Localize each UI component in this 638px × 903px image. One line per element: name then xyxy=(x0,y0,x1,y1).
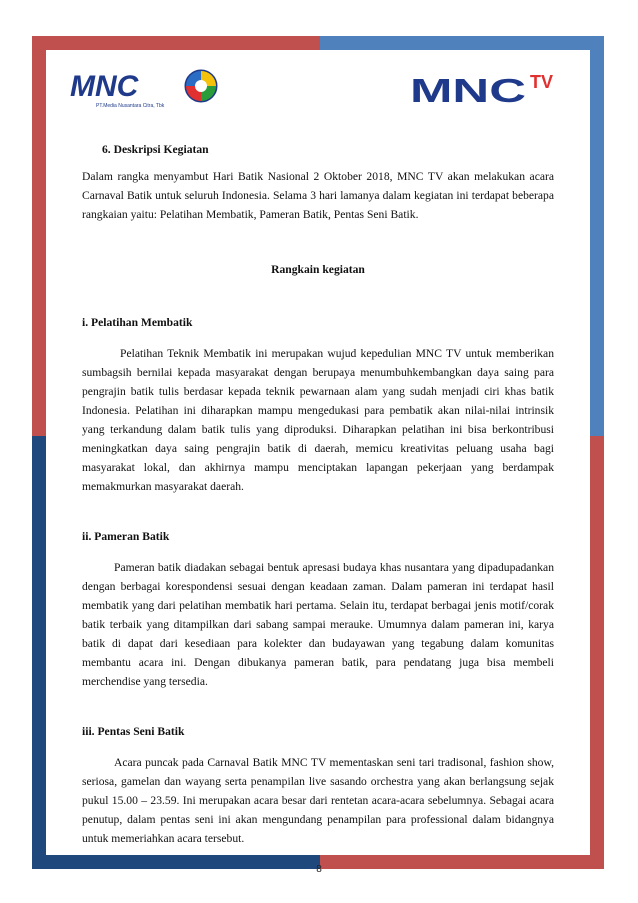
center-heading: Rangkain kegiatan xyxy=(271,263,365,276)
mnctv-logo-text: MNC xyxy=(410,72,526,106)
mnc-logo xyxy=(68,62,218,110)
section-body-pameran: Pameran batik diadakan sebagai bentuk apresasi budaya khas nusantara yang dipadupadankan dengan berbagai korespondensi sesuai dengan keadaan zaman. Dalam pameran ini terdapat hasil membatik yang dari pelatihan membatik hari pertama. Selain itu, terdapat berbagai jenis motif/corak batik terbaik yang ditampilkan dari sabang sampai merauke. Umumnya dalam pameran ini, karya batik di dapat dari kesediaan para kolekter dan budayawan yang tegabung dalam komunitas membantu acara ini. Dengan dibukanya pameran batik, para pendatang juga bisa membeli merchendise yang tersedia. xyxy=(82,561,554,688)
mnc-logo-tagline: PT.Media Nusantara Citra, Tbk xyxy=(96,103,165,109)
frame-right-bottom xyxy=(590,436,604,869)
frame-left-bottom xyxy=(32,436,46,869)
section-body-pentas: Acara puncak pada Carnaval Batik MNC TV mementaskan seni tari tradisonal, fashion show, seriosa, gamelan dan wayang serta penampilan live sasando orchestra yang akan berlangsung sejak pukul 15.00 – 23.59. Ini merupakan acara besar dari rentetan acara-acara sebelumnya. Sebagai acara penutup, dalam pentas seni ini akan mengundang penampilan para professional dalam bidangnya untuk memeriahkan acara tersebut. xyxy=(82,756,554,845)
intro-paragraph: Dalam rangka menyambut Hari Batik Nasional 2 Oktober 2018, MNC TV akan melakukan acara Carnaval Batik untuk seluruh Indonesia. Selama 3 hari lamanya dalam kegiatan ini terdapat beberapa rangkaian yaitu: Pelatihan Membatik, Pameran Batik, Pentas Seni Batik. xyxy=(82,170,554,221)
page-number: 8 xyxy=(316,864,322,875)
section-heading: 6. Deskripsi Kegiatan xyxy=(102,143,209,156)
frame-top-left xyxy=(32,36,320,50)
mnc-emblem-icon xyxy=(186,71,216,101)
frame-left-top xyxy=(32,36,46,436)
frame-top-right xyxy=(320,36,604,50)
section-title-pelatihan: i. Pelatihan Membatik xyxy=(82,316,193,329)
mnctv-logo-tv: TV xyxy=(530,72,554,92)
section-title-pentas: iii. Pentas Seni Batik xyxy=(82,725,185,738)
document-body xyxy=(82,140,554,848)
mnc-logo-text: MNC xyxy=(70,70,139,103)
mnctv-logo xyxy=(410,70,574,106)
section-title-pameran: ii. Pameran Batik xyxy=(82,530,170,543)
frame-right-top xyxy=(590,36,604,436)
section-body-pelatihan: Pelatihan Teknik Membatik ini merupakan wujud kepedulian MNC TV untuk memberikan sumbagsih bernilai kepada masyarakat dengan berupaya menumbuhkembangkan daya saing para pengrajin batik tulis berdasar kepada teknik pewarnaan alam yang sudah menjadi ciri khas batik Indonesia. Pelatihan ini diharapkan mampu mengedukasi para pembatik akan nilai-nilai intrinsik yang terkandung dalam batik tulis yang diproduksi. Diharapkan pelatihan ini bisa berkontribusi meningkatkan daya saing pengrajin batik di daerah, memicu kreativitas peluang usaha bagi masyarakat lokal, dan akhirnya mampu menciptakan lapangan pekerjaan yang berdampak memakmurkan masyarakat daerah. xyxy=(82,347,554,493)
